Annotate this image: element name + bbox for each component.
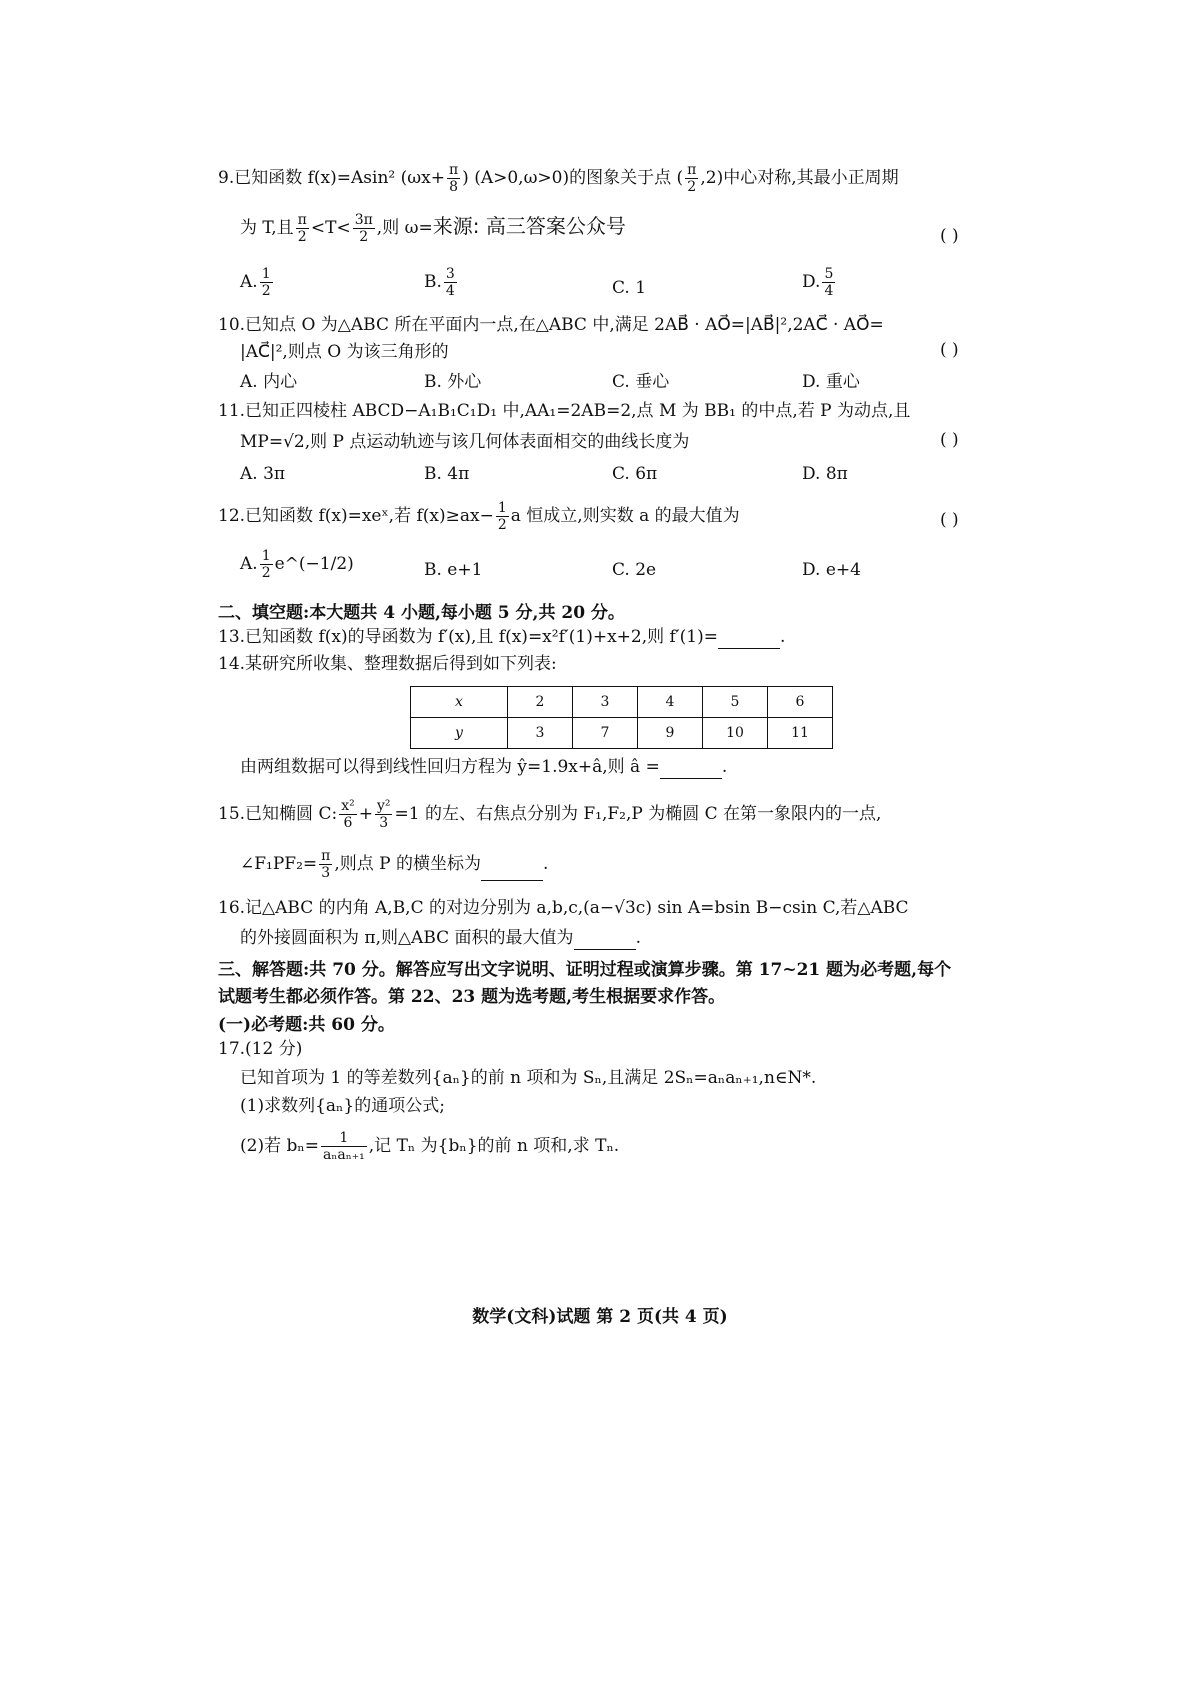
table-row [411,687,833,718]
section-heading-solve: 三、解答题:共 70 分。解答应写出文字说明、证明过程或演算步骤。第 17~21 题为必考题,每个 [218,960,952,980]
fraction: $\frac{\pi}{8}$ [448,162,459,195]
q10-option-b: B. 外心 [424,372,482,392]
q10-line1: 10.已知点 O 为△ABC 所在平面内一点,在△ABC 中,满足 2AB⃗ · AO⃗=|AB⃗|²,2AC⃗ · AO⃗= [218,315,884,335]
answer-blank [660,762,722,779]
table-cell: 9 [638,718,703,749]
answer-blank [481,864,543,881]
q17-part2: (2)若 bₙ= $\frac{1}{\text{aₙaₙ₊₁}}$ ,记 Tₙ 为{bₙ}的前 n 项和,求 Tₙ. [240,1130,620,1163]
q14-line1: 14.某研究所收集、整理数据后得到如下列表: [218,654,557,674]
table-cell: 11 [768,718,833,749]
table-cell: 4 [638,687,703,718]
q17-stem: 已知首项为 1 的等差数列{aₙ}的前 n 项和为 Sₙ,且满足 2Sₙ=aₙaₙ₊₁,n∈N*. [240,1068,817,1088]
q10-option-d: D. 重心 [802,372,860,392]
q17-part1: (1)求数列{aₙ}的通项公式; [240,1096,445,1116]
table-cell: 3 [508,718,573,749]
table-cell: 10 [703,718,768,749]
fraction: $\frac{\text{x²}}{6}$ [341,798,355,831]
q11-option-d: D. 8π [802,464,848,484]
page-footer: 数学(文科)试题 第 2 页(共 4 页) [472,1307,728,1327]
q10-line2: |AC⃗|²,则点 O 为该三角形的 [240,342,449,362]
q12-option-d: D. e+4 [802,560,861,580]
table-cell: 3 [573,687,638,718]
fraction: $\frac{3\pi}{2}$ [354,212,373,245]
q17-title: 17.(12 分) [218,1039,303,1059]
q12-option-c: C. 2e [612,560,657,580]
answer-paren: ( ) [940,430,959,450]
fraction: $\frac{\pi}{3}$ [321,848,331,881]
q10-option-c: C. 垂心 [612,372,670,392]
table-cell: 7 [573,718,638,749]
table-header-cell: x [411,687,508,718]
q11-line1: 11.已知正四棱柱 ABCD−A₁B₁C₁D₁ 中,AA₁=2AB=2,点 M 为 BB₁ 的中点,若 P 为动点,且 [218,401,911,421]
q9-option-c: C. 1 [612,278,647,298]
q11-option-c: C. 6π [612,464,658,484]
table-cell: 2 [508,687,573,718]
q15-line1: 15.已知椭圆 C: $\frac{\text{x²}}{6}$ + $\frac{\text{y²}}{3}$ =1 的左、右焦点分别为 F₁,F₂,P 为椭圆 C 在第一象限内的一点, [218,798,882,831]
answer-paren: ( ) [940,340,959,360]
q16-line1: 16.记△ABC 的内角 A,B,C 的对边分别为 a,b,c,(a−√3c) sin A=bsin B−csin C,若△ABC [218,898,909,918]
q9-option-b: B. $\frac{3}{4}$ [424,266,455,299]
q9-line1: 9.已知函数 f(x)=Asin² (ωx+ $\frac{\pi}{8}$ ) (A>0,ω>0)的图象关于点 ( $\frac{\pi}{2}$ ,2)中心对称,其最小正周期 [218,162,899,195]
table-header-cell: y [411,718,508,749]
q11-option-b: B. 4π [424,464,470,484]
section-heading-solve-cont: 试题考生都必须作答。第 22、23 题为选考题,考生根据要求作答。 [218,987,726,1007]
answer-blank [574,933,636,950]
fraction: $\frac{1}{\text{aₙaₙ₊₁}}$ [322,1130,365,1163]
q12-option-b: B. e+1 [424,560,483,580]
fraction: $\frac{\pi}{2}$ [687,162,697,195]
q12-line1: 12.已知函数 f(x)=xeˣ,若 f(x)≥ax− $\frac{1}{2}$ a 恒成立,则实数 a 的最大值为 [218,500,740,533]
answer-paren: ( ) [940,226,959,246]
subsection-required: (一)必考题:共 60 分。 [218,1015,395,1035]
table-cell: 5 [703,687,768,718]
q13-line: 13.已知函数 f(x)的导函数为 f′(x),且 f(x)=x²f′(1)+x+2,则 f′(1)= . [218,627,786,647]
section-heading-fill-in: 二、填空题:本大题共 4 小题,每小题 5 分,共 20 分。 [218,603,625,623]
answer-blank [718,632,780,649]
fraction: $\frac{1}{2}$ [497,500,507,533]
q11-line2: MP=√2,则 P 点运动轨迹与该几何体表面相交的曲线长度为 [240,432,690,452]
table-row [411,718,833,749]
fraction: $\frac{\pi}{2}$ [297,212,307,245]
answer-paren: ( ) [940,510,959,530]
q11-option-a: A. 3π [240,464,286,484]
table-cell: 6 [768,687,833,718]
watermark-text: 来源: 高三答案公众号 [432,214,626,238]
q9-option-a: A. $\frac{1}{2}$ [240,266,271,299]
fraction: $\frac{\text{y²}}{3}$ [376,798,391,831]
q16-line2: 的外接圆面积为 π,则△ABC 面积的最大值为 . [240,928,641,948]
q12-option-a: A. $\frac{1}{2}$ e^(−1/2) [240,548,354,581]
q14-line2: 由两组数据可以得到线性回归方程为 ŷ=1.9x+â,则 â = . [240,757,728,777]
data-table [410,686,833,749]
q10-option-a: A. 内心 [240,372,298,392]
q9-option-d: D. $\frac{5}{4}$ [802,266,834,299]
q9-line2: 为 T,且 $\frac{\pi}{2}$ <T< $\frac{3\pi}{2}$ ,则 ω=来源: 高三答案公众号 [240,212,626,245]
q15-line2: ∠F₁PF₂= $\frac{\pi}{3}$ ,则点 P 的横坐标为 . [240,848,549,881]
